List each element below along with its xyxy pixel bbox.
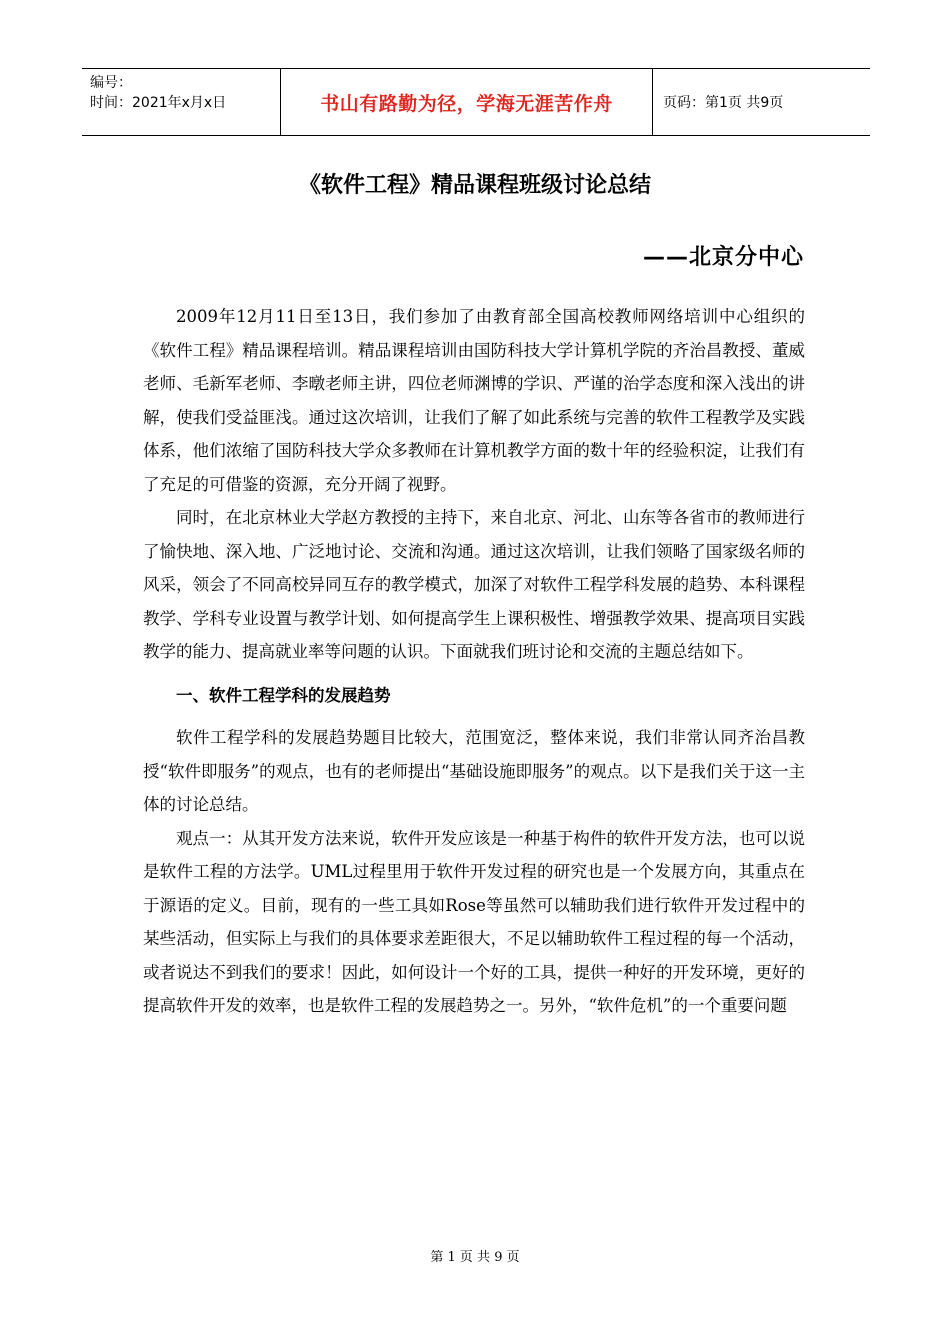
document-number-label: 编号： (90, 75, 132, 91)
document-time-label: 时间：2021年x月x日 (90, 95, 227, 111)
section-heading: 一、软件工程学科的发展趋势 (176, 685, 391, 705)
header-motto: 书山有路勤为径，学海无涯苦作舟 (281, 69, 653, 135)
document-title: 《软件工程》精品课程班级讨论总结 (298, 173, 651, 198)
header-table (82, 68, 870, 136)
document-body (143, 300, 805, 1023)
page-footer: 第 1 页 共 9 页 (430, 1250, 520, 1265)
header-page-info: 页码：第1页 共9页 (663, 95, 784, 111)
paragraph: 软件工程学科的发展趋势题目比较大，范围宽泛，整体来说，我们非常认同齐治昌教授“软件即服务”的观点，也有的老师提出“基础设施即服务”的观点。以下是我们关于这一主体的讨论总结。 (143, 728, 805, 814)
paragraph: 2009年12月11日至13日，我们参加了由教育部全国高校教师网络培训中心组织的《软件工程》精品课程培训。精品课程培训由国防科技大学计算机学院的齐治昌教授、董威老师、毛新军老师、李暾老师主讲，四位老师渊博的学识、严谨的治学态度和深入浅出的讲解，使我们受益匪浅。通过这次培训，让我们了解了如此系统与完善的软件工程教学及实践体系，他们浓缩了国防科技大学众多教师在计算机教学方面的数十年的经验积淀，让我们有了充足的可借鉴的资源，充分开阔了视野。 (143, 307, 805, 494)
paragraph: 观点一：从其开发方法来说，软件开发应该是一种基于构件的软件开发方法，也可以说是软件工程的方法学。UML过程里用于软件开发过程的研究也是一个发展方向，其重点在于源语的定义。目前，现有的一些工具如Rose等虽然可以辅助我们进行软件开发过程中的某些活动，但实际上与我们的具体要求差距很大，不足以辅助软件工程过程的每一个活动，或者说达不到我们的要求！因此，如何设计一个好的工具，提供一种好的开发环境，更好的提高软件开发的效率，也是软件工程的发展趋势之一。另外，“软件危机”的一个重要问题 (143, 828, 805, 1015)
document-subtitle: ——北京分中心 (642, 245, 804, 270)
paragraph: 同时，在北京林业大学赵方教授的主持下，来自北京、河北、山东等各省市的教师进行了愉快地、深入地、广泛地讨论、交流和沟通。通过这次培训，让我们领略了国家级名师的风采，领会了不同高校异同互存的教学模式，加深了对软件工程学科发展的趋势、本科课程教学、学科专业设置与教学计划、如何提高学生上课积极性、增强教学效果、提高项目实践教学的能力、提高就业率等问题的认识。下面就我们班讨论和交流的主题总结如下。 (143, 508, 805, 661)
header-meta-cell (82, 69, 281, 135)
